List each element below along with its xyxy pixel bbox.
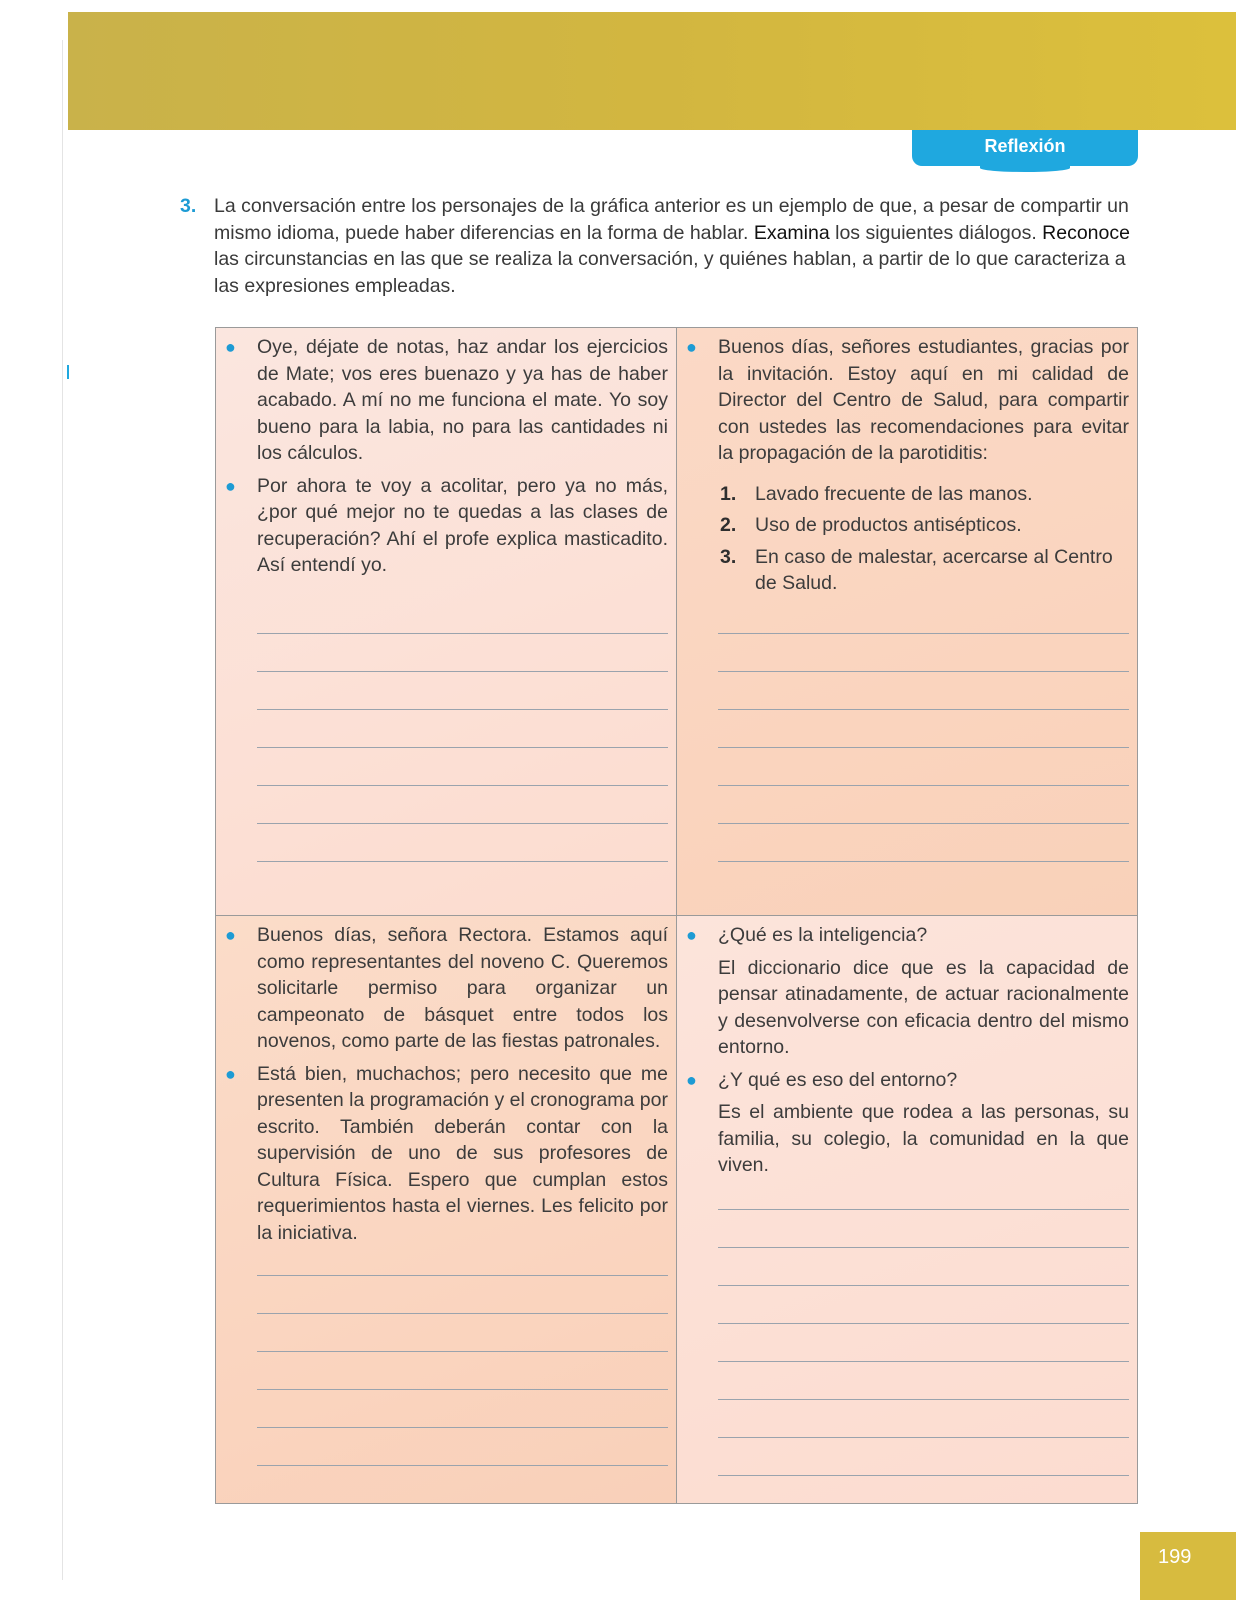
answer-line[interactable] — [257, 672, 668, 710]
section-tab-reflexion — [912, 130, 1138, 166]
dialogue-line — [677, 922, 1137, 949]
list-text: En caso de malestar, acercarse al Centro de Salud. — [755, 545, 1113, 594]
question-number: 3. — [180, 195, 197, 217]
bullet-icon: ● — [686, 925, 697, 945]
answer-line[interactable] — [718, 1286, 1129, 1324]
answer-line[interactable] — [718, 1438, 1129, 1476]
answer-lines — [257, 1238, 668, 1466]
answer-line[interactable] — [718, 1324, 1129, 1362]
question-keyword-examina: Examina — [753, 221, 830, 244]
dialogue-grid — [215, 327, 1138, 1504]
answer-line[interactable] — [257, 748, 668, 786]
bullet-icon: ● — [225, 337, 236, 357]
question-text-part: los siguientes diálogos. — [829, 221, 1043, 244]
question-text-part: las circunstancias en las que se realiza la conversación, y quiénes hablan, a partir de lo que caracteriza a las expresiones empleadas. — [214, 248, 1126, 297]
list-item — [718, 544, 1129, 597]
answer-line[interactable] — [257, 1276, 668, 1314]
answer-line[interactable] — [718, 672, 1129, 710]
answer-line[interactable] — [718, 786, 1129, 824]
section-tab-label: Reflexión — [984, 136, 1066, 156]
answer-line[interactable] — [257, 1314, 668, 1352]
answer-line[interactable] — [257, 710, 668, 748]
answer-line[interactable] — [718, 1248, 1129, 1286]
answer-line[interactable] — [257, 1428, 668, 1466]
answer-line[interactable] — [257, 824, 668, 862]
dialogue-line — [216, 473, 676, 579]
answer-line[interactable] — [257, 634, 668, 672]
answer-line[interactable] — [718, 1210, 1129, 1248]
question-text-part: La conversación entre los personajes de la gráfica anterior es un ejemplo de que, a pesar de compartir un mismo idioma, puede haber diferencias en la forma de hablar. — [214, 195, 1129, 244]
question-text — [214, 193, 1140, 299]
dialogue-line — [216, 1061, 676, 1247]
answer-line[interactable] — [718, 710, 1129, 748]
dialogue-cell-top-right — [677, 328, 1137, 916]
dialogue-cell-bottom-right — [677, 916, 1137, 1503]
bullet-icon: ● — [225, 925, 236, 945]
margin-tick — [67, 365, 69, 379]
answer-line[interactable] — [257, 786, 668, 824]
list-number: 2. — [720, 514, 737, 536]
list-item — [718, 512, 1129, 539]
list-text: Lavado frecuente de las manos. — [755, 482, 1033, 505]
dialogue-line — [677, 1067, 1137, 1094]
answer-line[interactable] — [718, 596, 1129, 634]
answer-lines — [257, 596, 668, 862]
answer-lines — [718, 1172, 1129, 1476]
dialogue-text: Buenos días, señores estudiantes, gracias por la invitación. Estoy aquí en mi calidad de Director del Centro de Salud, para compartir con ustedes las recomendaciones para evitar la propagación de la parotiditis: — [718, 336, 1129, 464]
dialogue-line — [216, 922, 676, 1055]
answer-line[interactable] — [257, 1238, 668, 1276]
dialogue-text: Buenos días, señora Rectora. Estamos aquí como representantes del noveno C. Queremos solicitarle permiso para organizar un campeonato de básquet entre todos los novenos, como parte de las fiestas patronales. — [257, 924, 668, 1052]
dialogue-answer: Es el ambiente que rodea a las personas, su familia, su colegio, la comunidad en la que viven. — [718, 1101, 1129, 1176]
dialogue-text: ¿Qué es la inteligencia? — [718, 924, 928, 946]
answer-line[interactable] — [257, 1390, 668, 1428]
dialogue-answer: El diccionario dice que es la capacidad de pensar atinadamente, de actuar racionalmente y desenvolverse con eficacia dentro del mismo entorno. — [718, 956, 1129, 1058]
list-item — [718, 481, 1129, 508]
question-3 — [180, 193, 1140, 299]
answer-line[interactable] — [718, 824, 1129, 862]
answer-lines — [718, 596, 1129, 862]
dialogue-line — [677, 334, 1137, 467]
dialogue-text: ¿Y qué es eso del entorno? — [718, 1068, 958, 1091]
dialogue-text: Está bien, muchachos; pero necesito que me presenten la programación y el cronograma por escrito. También deberán contar con la supervisión de uno de sus profesores de Cultura Física. Espero que cumplan estos requerimientos hasta el viernes. Les felicito por la iniciativa. — [257, 1062, 668, 1244]
page-number-text: 199 — [1158, 1546, 1192, 1568]
recommendations-list — [677, 481, 1137, 597]
question-keyword-reconoce: Reconoce — [1042, 221, 1130, 244]
margin-line — [62, 40, 63, 1580]
list-number: 1. — [720, 482, 737, 505]
answer-line[interactable] — [257, 1352, 668, 1390]
dialogue-cell-top-left — [216, 328, 677, 916]
dialogue-text: Oye, déjate de notas, haz andar los ejercicios de Mate; vos eres buenazo y ya has de haber acabado. A mí no me funciona el mate. Yo soy bueno para la labia, no para las cantidades ni los cálculos. — [257, 336, 668, 464]
answer-line[interactable] — [718, 1172, 1129, 1210]
bullet-icon: ● — [225, 475, 236, 496]
bullet-icon: ● — [686, 337, 697, 357]
answer-line[interactable] — [257, 596, 668, 634]
answer-line[interactable] — [718, 1400, 1129, 1438]
answer-line[interactable] — [718, 634, 1129, 672]
bullet-icon: ● — [225, 1063, 236, 1084]
header-band — [68, 12, 1236, 130]
dialogue-cell-bottom-left — [216, 916, 677, 1503]
answer-line[interactable] — [718, 748, 1129, 786]
dialogue-text: Por ahora te voy a acolitar, pero ya no más, ¿por qué mejor no te quedas a las clases de recuperación? Ahí el profe explica masticadito. Así entendí yo. — [257, 474, 668, 576]
list-text: Uso de productos antisépticos. — [755, 514, 1022, 536]
dialogue-line — [216, 334, 676, 467]
page-number — [1140, 1532, 1236, 1600]
list-number: 3. — [720, 545, 737, 568]
answer-line[interactable] — [718, 1362, 1129, 1400]
bullet-icon: ● — [686, 1069, 697, 1090]
